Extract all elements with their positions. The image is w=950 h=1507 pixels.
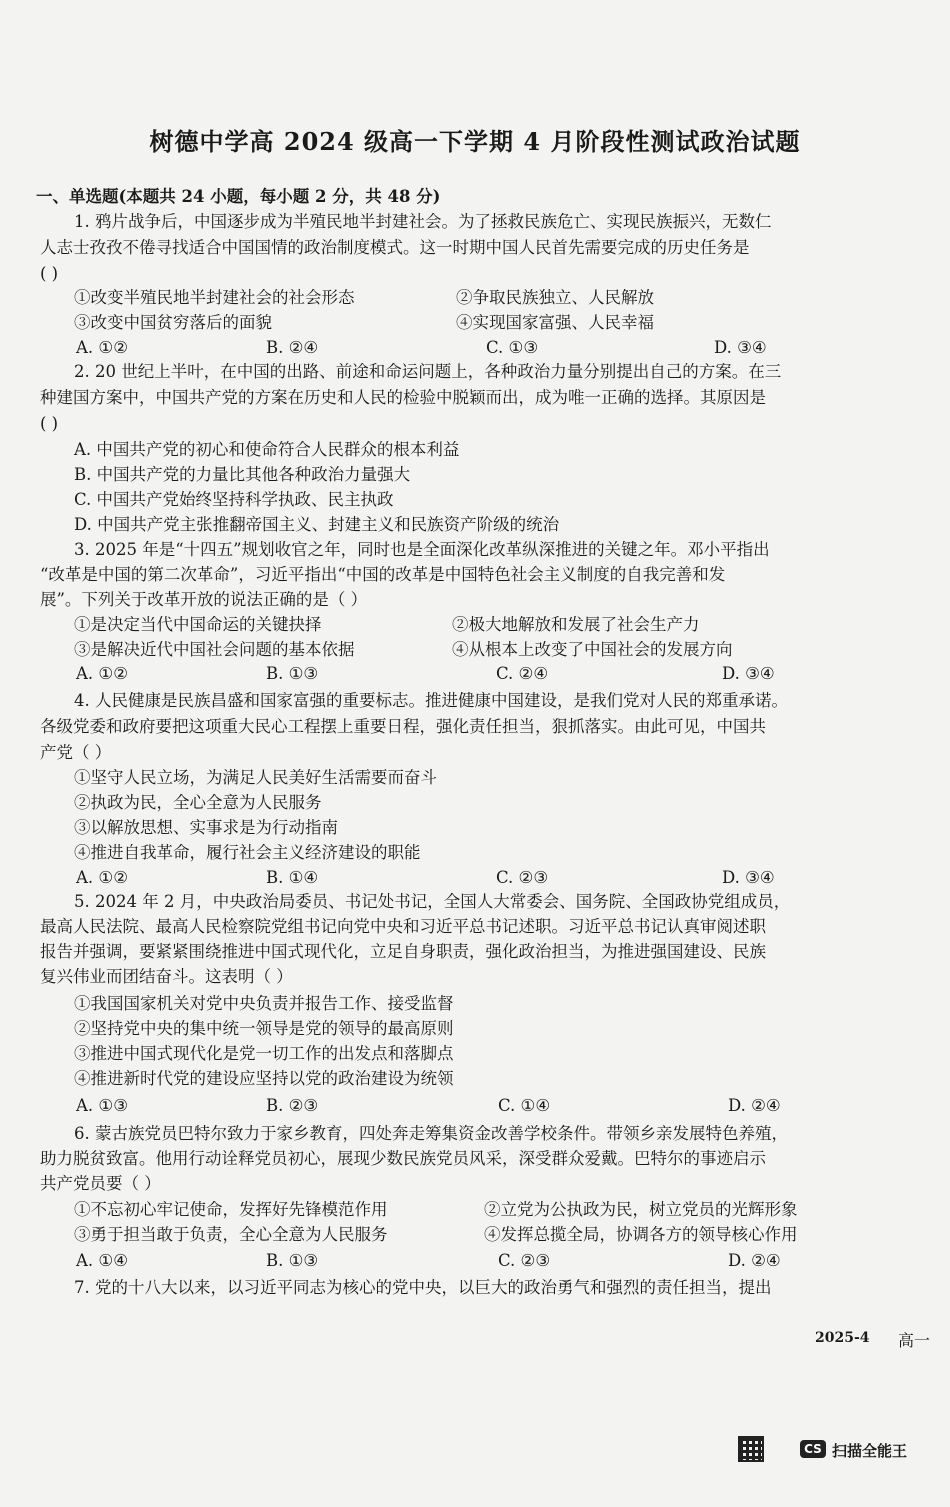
text-line: 4. 人民健康是民族昌盛和国家富强的重要标志。推进健康中国建设，是我们党对人民的郑重承诺。 [74, 691, 788, 710]
text-line: 1. 鸦片战争后，中国逐步成为半殖民地半封建社会。为了拯救民族危亡、实现民族振兴，无数仁 [74, 212, 772, 231]
option-item: D. ③④ [722, 868, 775, 887]
option-item: D. ②④ [728, 1096, 781, 1115]
option-item: C. ②④ [496, 664, 549, 683]
text-line: 3. 2025 年是“十四五”规划收官之年，同时也是全面深化改革纵深推进的关键之年。邓小平指出 [74, 540, 770, 559]
option-item: ②立党为公执政为民，树立党员的光辉形象 [484, 1200, 798, 1219]
text-line: “改革是中国的第二次革命”，习近平指出“中国的改革是中国特色社会主义制度的自我完善和发 [40, 565, 726, 584]
text-line: ②执政为民，全心全意为人民服务 [74, 793, 322, 812]
text-line: 产党（ ） [40, 743, 112, 762]
option-item: D. ③④ [722, 664, 775, 683]
option-item: A. ①③ [76, 1096, 128, 1115]
text-line: ①坚守人民立场，为满足人民美好生活需要而奋斗 [74, 768, 437, 787]
option-item: B. ②④ [266, 338, 319, 357]
option-item: ③是解决近代中国社会问题的基本依据 [74, 640, 355, 659]
qr-code-icon [738, 1436, 764, 1462]
text-line: 共产党员要（ ） [40, 1174, 161, 1193]
text-line: 种建国方案中，中国共产党的方案在历史和人民的检验中脱颖而出，成为唯一正确的选择。其原因是 [40, 388, 766, 407]
option-item: ①改变半殖民地半封建社会的社会形态 [74, 288, 355, 307]
text-line: ①我国国家机关对党中央负责并报告工作、接受监督 [74, 994, 454, 1013]
text-line: 5. 2024 年 2 月，中央政治局委员、书记处书记，全国人大常委会、国务院、全国政协党组成员， [74, 892, 791, 911]
footer-grade: 高一 [898, 1331, 931, 1350]
text-line: ( ) [40, 264, 59, 283]
text-line: C. 中国共产党始终坚持科学执政、民主执政 [74, 490, 394, 509]
text-line: B. 中国共产党的力量比其他各种政治力量强大 [74, 465, 411, 484]
text-line: ③以解放思想、实事求是为行动指南 [74, 818, 338, 837]
option-item: C. ②③ [498, 1251, 551, 1270]
text-line: 各级党委和政府要把这项重大民心工程摆上重要日程，强化责任担当，狠抓落实。由此可见，中国共 [40, 717, 766, 736]
text-line: ②坚持党中央的集中统一领导是党的领导的最高原则 [74, 1019, 454, 1038]
text-line: 7. 党的十八大以来，以习近平同志为核心的党中央，以巨大的政治勇气和强烈的责任担当，提出 [74, 1278, 772, 1297]
text-line: 报告并强调，要紧紧围绕推进中国式现代化，立足自身职责，强化政治担当，为推进强国建设、民族 [40, 942, 766, 961]
option-item: C. ①③ [486, 338, 539, 357]
option-item: ③勇于担当敢于负责，全心全意为人民服务 [74, 1225, 388, 1244]
text-line: 最高人民法院、最高人民检察院党组书记向党中央和习近平总书记述职。习近平总书记认真审阅述职 [40, 917, 766, 936]
option-item: A. ①② [76, 664, 128, 683]
option-item: ②极大地解放和发展了社会生产力 [452, 615, 700, 634]
option-item: C. ②③ [496, 868, 549, 887]
text-line: 6. 蒙古族党员巴特尔致力于家乡教育，四处奔走筹集资金改善学校条件。带领乡亲发展特色养殖， [74, 1124, 788, 1143]
option-item: B. ①③ [266, 664, 319, 683]
text-line: ③推进中国式现代化是党一切工作的出发点和落脚点 [74, 1044, 454, 1063]
scanner-logo-icon: CS [800, 1440, 826, 1458]
footer-date: 2025-4 [815, 1330, 870, 1346]
option-item: ④从根本上改变了中国社会的发展方向 [452, 640, 733, 659]
option-item: A. ①② [76, 338, 128, 357]
option-item: ③改变中国贫穷落后的面貌 [74, 313, 272, 332]
option-item: ①不忘初心牢记使命，发挥好先锋模范作用 [74, 1200, 388, 1219]
option-item: ②争取民族独立、人民解放 [456, 288, 654, 307]
option-item: A. ①② [76, 868, 128, 887]
option-item: C. ①④ [498, 1096, 551, 1115]
option-item: B. ②③ [266, 1096, 319, 1115]
text-line: 助力脱贫致富。他用行动诠释党员初心，展现少数民族党员风采，深受群众爱戴。巴特尔的事迹启示 [40, 1149, 766, 1168]
option-item: D. ②④ [728, 1251, 781, 1270]
option-item: D. ③④ [714, 338, 767, 357]
text-line: 复兴伟业而团结奋斗。这表明（ ） [40, 967, 293, 986]
option-item: B. ①③ [266, 1251, 319, 1270]
section-heading: 一、单选题(本题共 24 小题，每小题 2 分，共 48 分) [36, 187, 441, 206]
text-line: ④推进自我革命，履行社会主义经济建设的职能 [74, 843, 421, 862]
text-line: ④推进新时代党的建设应坚持以党的政治建设为统领 [74, 1069, 454, 1088]
option-item: A. ①④ [76, 1251, 128, 1270]
exam-title: 树德中学高 2024 级高一下学期 4 月阶段性测试政治试题 [149, 127, 801, 156]
text-line: 人志士孜孜不倦寻找适合中国国情的政治制度模式。这一时期中国人民首先需要完成的历史任务是 [40, 238, 750, 257]
text-line: D. 中国共产党主张推翻帝国主义、封建主义和民族资产阶级的统治 [74, 515, 560, 534]
text-line: A. 中国共产党的初心和使命符合人民群众的根本利益 [74, 440, 460, 459]
option-item: ①是决定当代中国命运的关键抉择 [74, 615, 322, 634]
option-item: B. ①④ [266, 868, 319, 887]
option-item: ④实现国家富强、人民幸福 [456, 313, 654, 332]
scanner-watermark: 扫描全能王 [832, 1442, 908, 1460]
option-item: ④发挥总揽全局，协调各方的领导核心作用 [484, 1225, 798, 1244]
text-line: 展”。下列关于改革开放的说法正确的是（ ） [40, 590, 368, 609]
text-line: ( ) [40, 414, 59, 433]
text-line: 2. 20 世纪上半叶，在中国的出路、前途和命运问题上，各种政治力量分别提出自己的方案。在三 [74, 362, 782, 381]
